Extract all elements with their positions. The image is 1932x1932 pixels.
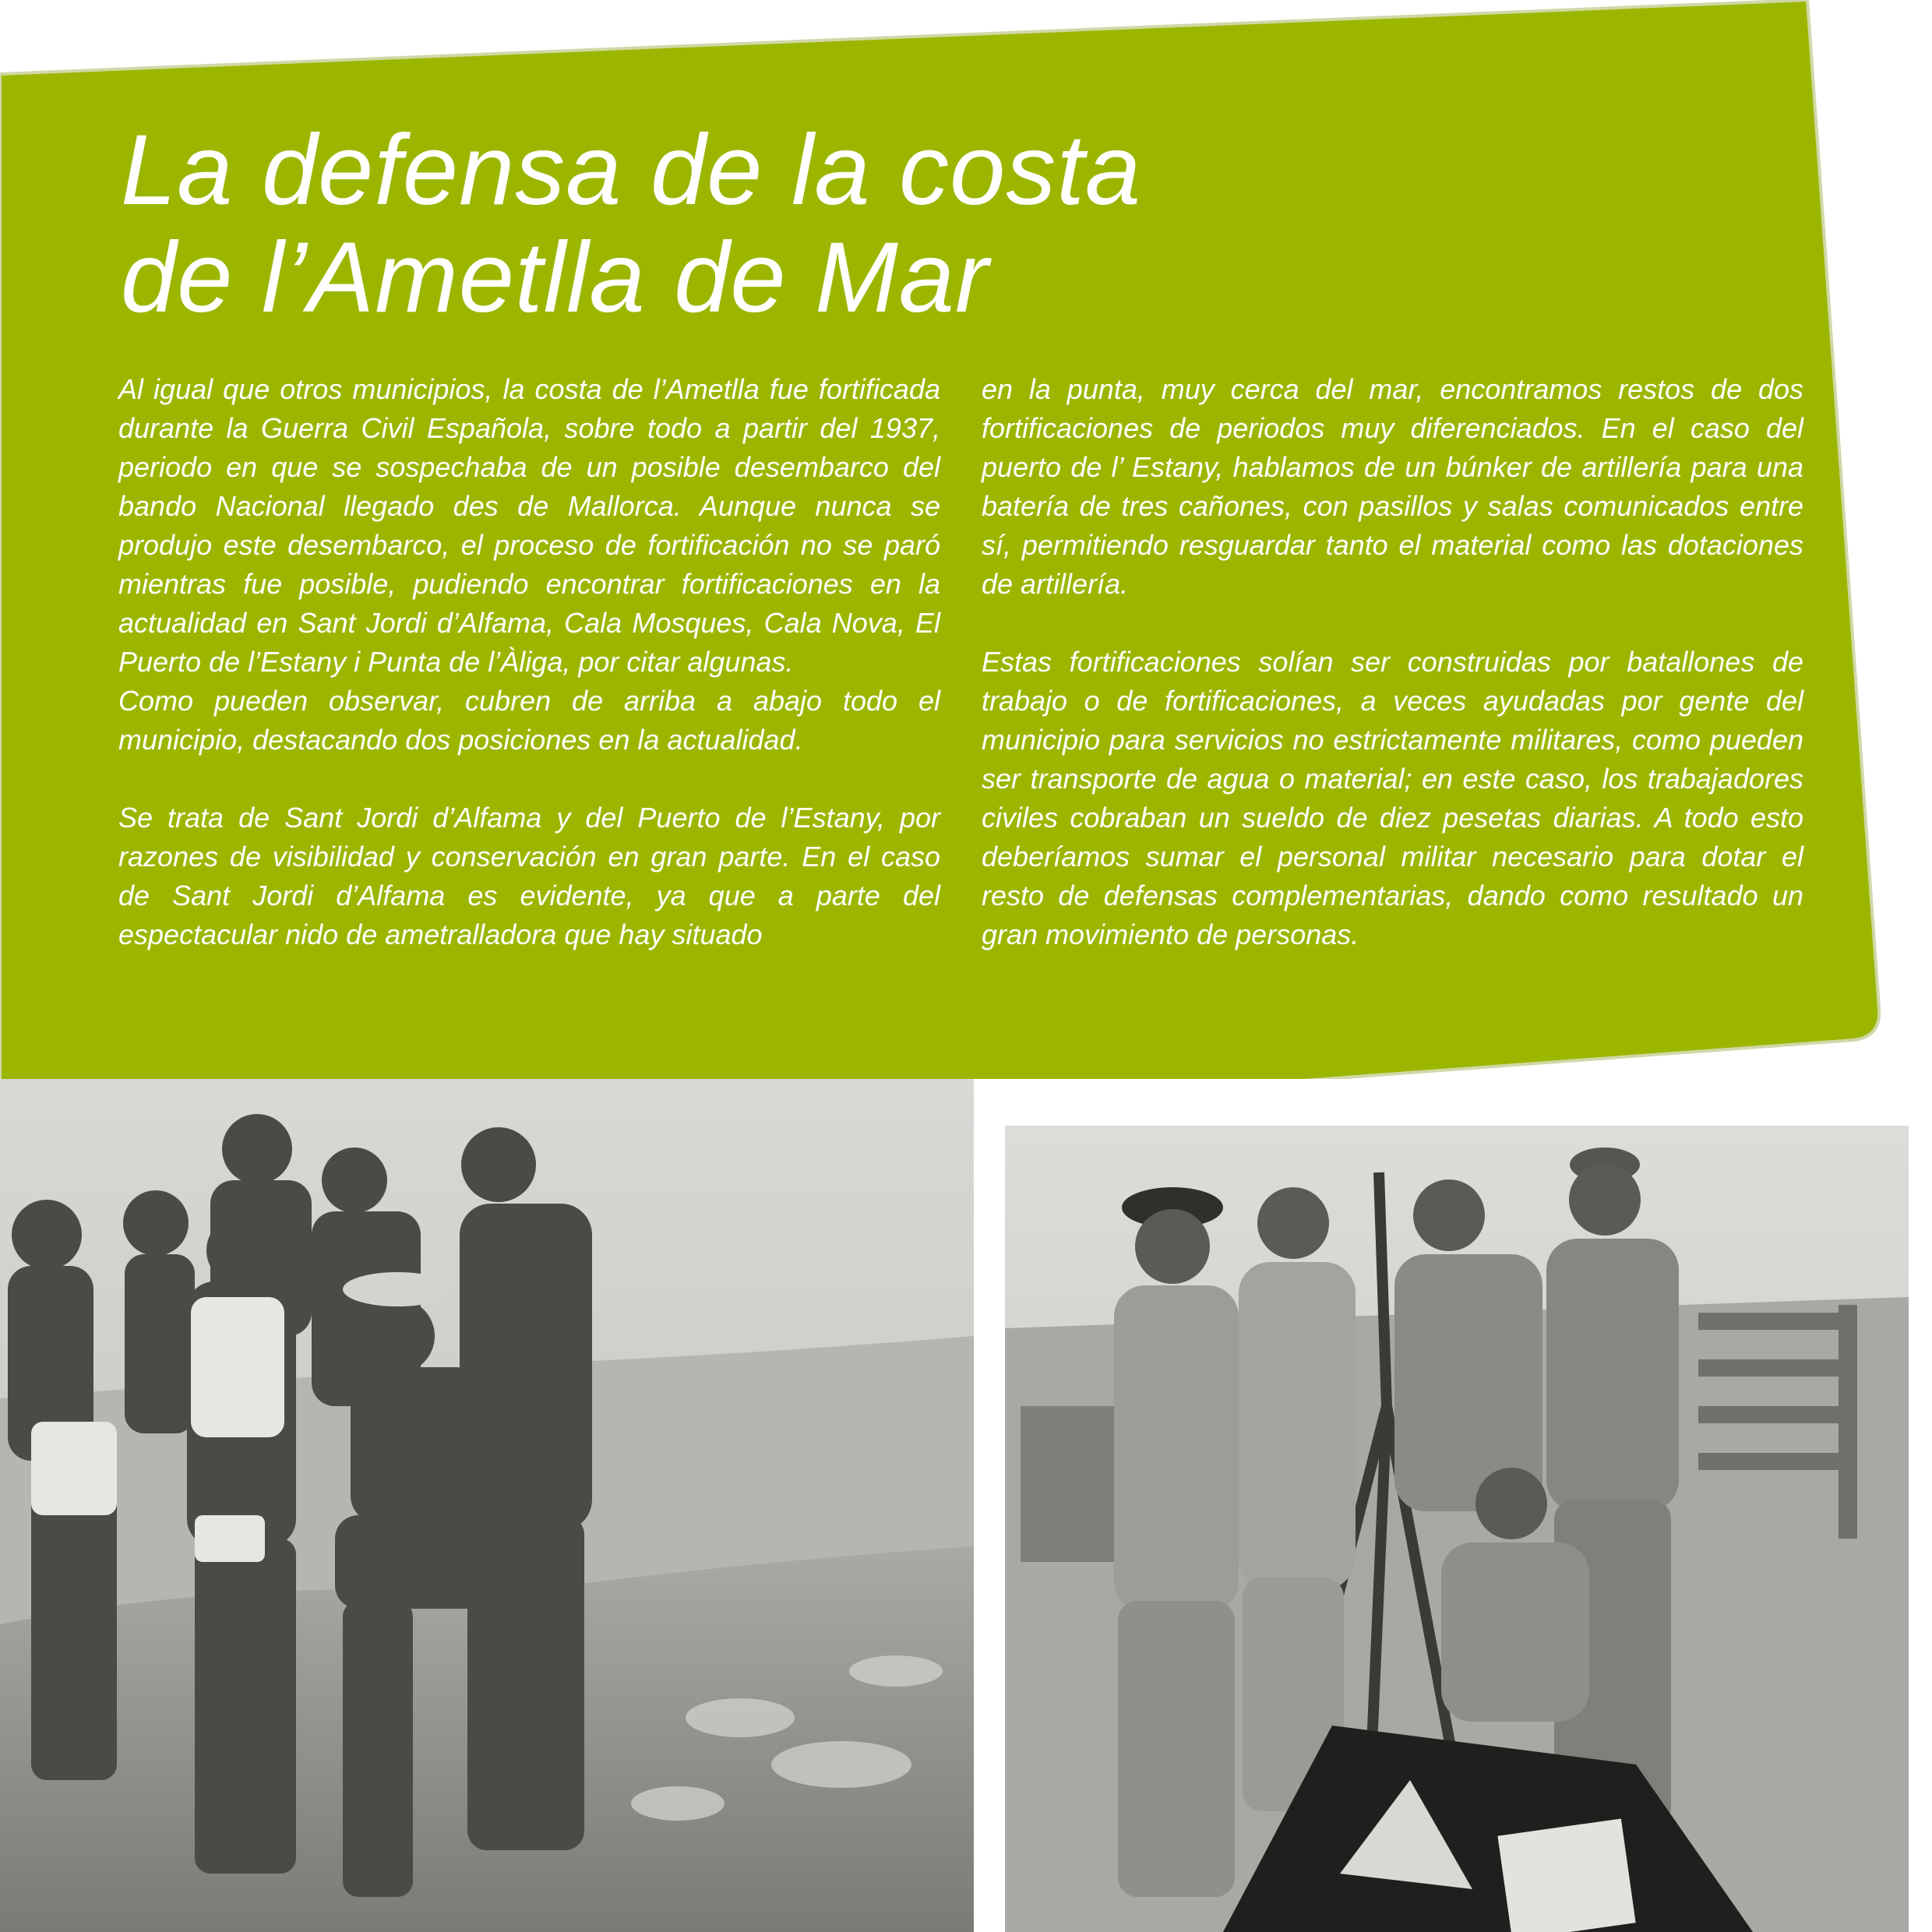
paragraph: Estas fortificaciones solían ser construidas por batallones de trabajo o de fortificaciones, a veces ayudadas por gente del municipio para servicios no estrictamente militares, como pueden ser transporte de agua o material; en este caso, los trabajadores civiles cobraban un sueldo de diez pesetas diarias. A todo esto deberíamos sumar el personal militar necesario para dotar el resto de defensas complementarias, dando como resultado un gran movimiento de personas. (982, 646, 1803, 950)
paragraph: Se trata de Sant Jordi d’Alfama y del Puerto de l’Estany, por razones de visibilidad y conservación en gran parte. En el caso de Sant Jordi d’Alfama es evidente, ya que a parte del espectacular nido de ametralladora que hay situado (118, 802, 940, 950)
paragraph: Al igual que otros municipios, la costa de l’Ametlla fue fortificada durante la Guerra Civil Española, sobre todo a partir del 1937, periodo en que se sospechaba de un posible desembarco del bando Nacional llegado des de Mallorca. Aunque nunca se produjo este desembarco, el proceso de fortificación no se paró mientras fue posible, pudiendo encontrar fortificaciones en la actualidad en Sant Jordi d’Alfama, Cala Mosques, Cala Nova, El Puerto de l’Estany i Punta de l’Àliga, por citar algunas. (118, 373, 940, 678)
historical-photo-right (974, 1079, 1932, 1932)
page-title (121, 117, 1141, 332)
article-column-left (118, 370, 940, 954)
title-line-2: de l’Ametlla de Mar (121, 222, 989, 333)
paragraph: Como pueden observar, cubren de arriba a abajo todo el municipio, destacando dos posiciones en la actualidad. (118, 685, 940, 756)
title-line-1: La defensa de la costa (121, 115, 1142, 226)
article-column-right (982, 370, 1803, 954)
historical-photo-left (0, 1079, 974, 1932)
paragraph: en la punta, muy cerca del mar, encontramos restos de dos fortificaciones de periodos muy diferenciados. En el caso del puerto de l’ Estany, hablamos de un búnker de artillería para una batería de tres cañones, con pasillos y salas comunicados entre sí, permitiendo resguardar tanto el material como las dotaciones de artillería. (982, 373, 1803, 600)
